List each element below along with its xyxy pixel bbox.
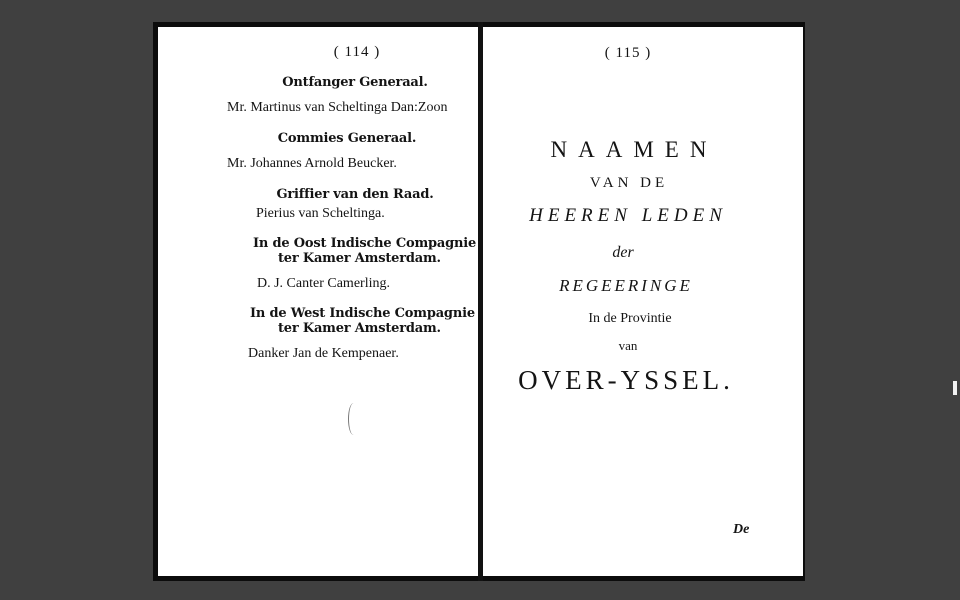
title-van-de: VAN DE xyxy=(589,175,669,191)
heading-griffier: Griffier van den Raad. xyxy=(276,187,434,202)
title-der: der xyxy=(612,244,634,261)
right-page xyxy=(483,27,803,576)
title-regeeringe: REGEERINGE xyxy=(559,276,693,295)
title-naamen: NAAMEN xyxy=(550,137,718,162)
title-in-de-provintie: In de Provintie xyxy=(588,311,672,326)
title-over-yssel: OVER-YSSEL. xyxy=(518,365,734,395)
name-kempenaer: Danker Jan de Kempenaer. xyxy=(248,346,399,361)
heading-ontfanger: Ontfanger Generaal. xyxy=(282,75,428,90)
name-beucker: Mr. Johannes Arnold Beucker. xyxy=(227,156,397,171)
name-scheltinga: Mr. Martinus van Scheltinga Dan:Zoon xyxy=(227,100,448,115)
heading-commies: Commies Generaal. xyxy=(277,131,417,146)
heading-west-kamer: ter Kamer Amsterdam. xyxy=(278,321,441,336)
heading-oost-kamer: ter Kamer Amsterdam. xyxy=(278,251,441,266)
title-van: van xyxy=(618,338,638,353)
right-page-number: ( 115 ) xyxy=(604,45,652,61)
title-heeren-leden: HEEREN LEDEN xyxy=(529,205,727,226)
left-page-number: ( 114 ) xyxy=(333,44,381,60)
heading-oost-indische: In de Oost Indische Compagnie xyxy=(253,236,477,251)
name-pierius: Pierius van Scheltinga. xyxy=(256,206,385,221)
name-canter-camerling: D. J. Canter Camerling. xyxy=(257,276,390,291)
catchword: De xyxy=(733,522,750,537)
ink-mark xyxy=(348,403,359,435)
heading-west-indische: In de West Indische Compagnie xyxy=(250,306,475,321)
edge-marker xyxy=(953,381,957,395)
